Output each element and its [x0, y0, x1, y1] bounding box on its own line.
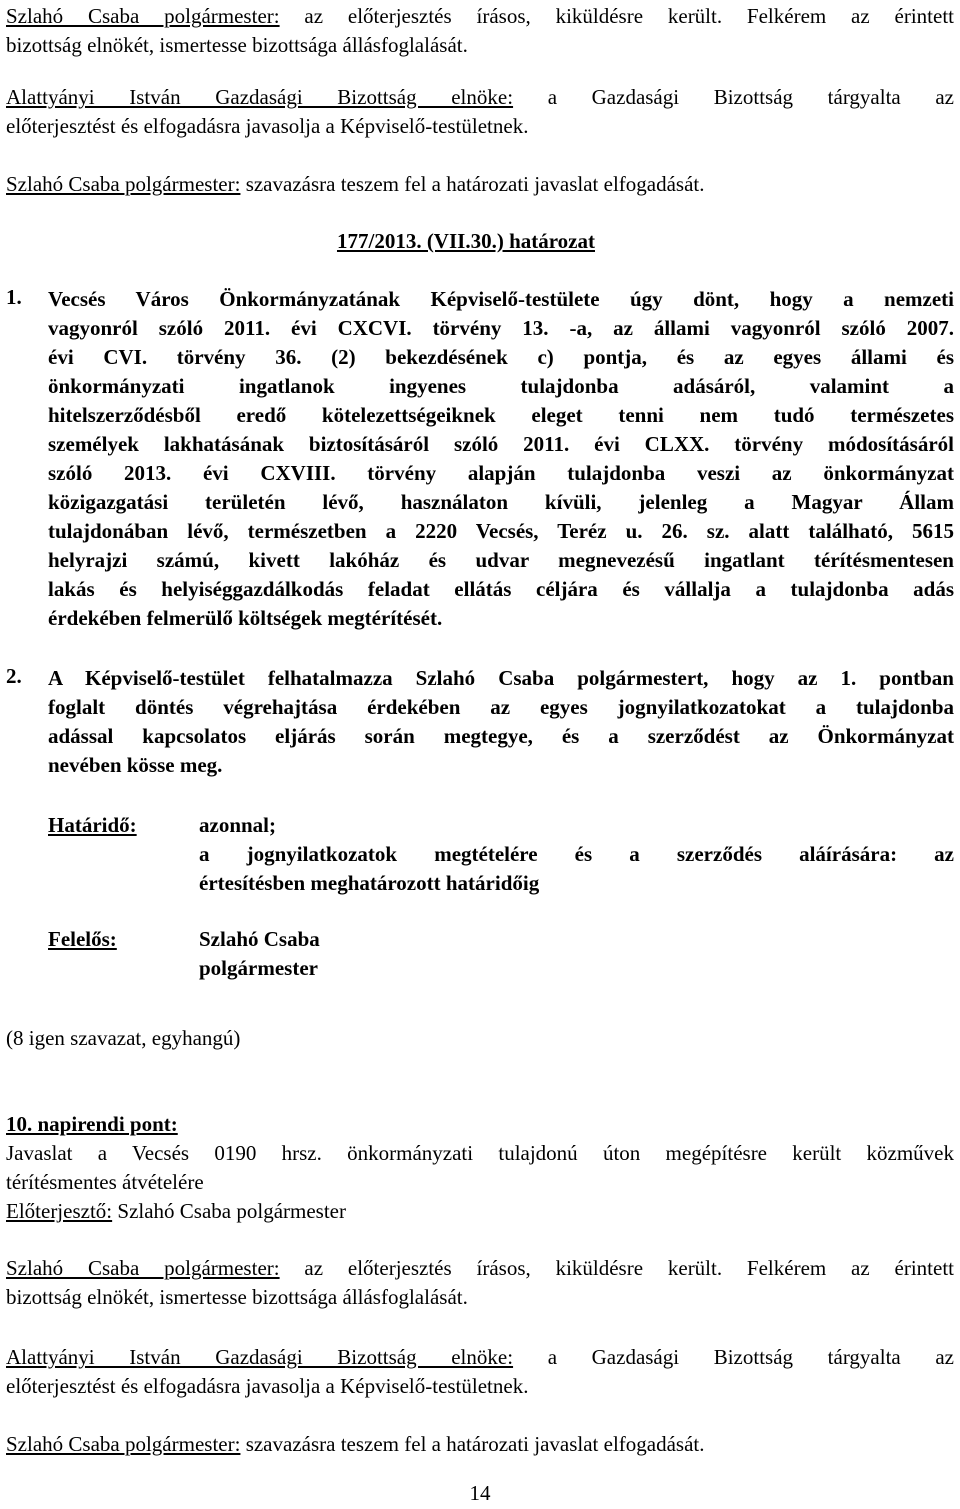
item-line: közigazgatási területén lévő, használaton kívüli, jelenleg a Magyar Állam	[48, 490, 954, 514]
statement-line	[6, 1343, 954, 1372]
speaker-name: Szlahó Csaba polgármester:	[6, 4, 280, 28]
item-line: önkormányzati ingatlanok ingyenes tulajdonba adásáról, valamint a	[48, 374, 954, 398]
speaker-name: Szlahó Csaba polgármester:	[6, 172, 241, 196]
vote-call-2	[6, 1430, 954, 1459]
item-line: helyrajzi számú, kivett lakóház és udvar megnevezésű ingatlant térítésmentesen	[48, 548, 954, 572]
resolution-item-1	[6, 285, 954, 633]
deadline-block	[6, 811, 954, 898]
item-line: érdekében felmerülő költségek megtérítését.	[48, 606, 443, 630]
deadline-label: Határidő:	[48, 813, 137, 837]
statement-text: a Gazdasági Bizottság tárgyalta az	[547, 85, 955, 109]
statement-line: bizottság elnökét, ismertesse bizottsága állásfoglalását.	[6, 33, 468, 57]
responsible-name: Szlahó Csaba	[199, 927, 320, 951]
statement-text: az előterjesztés írásos, kiküldésre került. Felkérem az érintett	[304, 4, 954, 28]
statement-text: szavazásra teszem fel a határozati javaslat elfogadását.	[245, 172, 705, 196]
agenda-title: térítésmentes átvételére	[6, 1170, 204, 1194]
committee-statement	[6, 83, 954, 141]
speaker-name: Szlahó Csaba polgármester:	[6, 1432, 241, 1456]
resolution-title	[6, 227, 954, 256]
statement-line	[6, 83, 954, 112]
deadline-value: azonnal;	[199, 813, 277, 837]
item-line: foglalt döntés végrehajtása érdekében az egyes jognyilatkozatokat a tulajdonba	[48, 695, 954, 719]
vote-result: (8 igen szavazat, egyhangú)	[6, 1026, 241, 1050]
statement-line	[6, 1254, 954, 1283]
resolution-number: 177/2013. (VII.30.) határozat	[336, 229, 595, 253]
item-number: 1.	[6, 285, 22, 309]
item-line: évi CVI. törvény 36. (2) bekezdésének c) pontja, és az egyes állami és	[48, 345, 954, 369]
page-number: 14	[469, 1481, 491, 1505]
presenter-label: Előterjesztő:	[6, 1199, 113, 1223]
item-line: lakás és helyiséggazdálkodás feladat ellátás céljára és vállalja a tulajdonba adás	[48, 577, 954, 601]
item-line: nevében kösse meg.	[48, 753, 223, 777]
statement-line	[6, 170, 954, 199]
responsible-block	[6, 925, 954, 983]
item-line: adással kapcsolatos eljárás során megtegye, és a szerződést az Önkormányzat	[48, 724, 954, 748]
item-line: hitelszerződésből eredő kötelezettségeiknek eleget tenni nem tudó természetes	[48, 403, 954, 427]
statement-line: bizottság elnökét, ismertesse bizottsága állásfoglalását.	[6, 1285, 468, 1309]
statement-text: az előterjesztés írásos, kiküldésre került. Felkérem az érintett	[304, 1256, 954, 1280]
speaker-name: Alattyányi István Gazdasági Bizottság elnöke:	[6, 1345, 514, 1369]
speaker-name: Szlahó Csaba polgármester:	[6, 1256, 280, 1280]
presenter-name: Szlahó Csaba polgármester	[117, 1199, 346, 1223]
deadline-value: a jognyilatkozatok megtételére és a szerződés aláírására: az	[199, 842, 954, 866]
item-line: tulajdonában lévő, természetben a 2220 Vecsés, Teréz u. 26. sz. alatt található, 5615	[48, 519, 954, 543]
deadline-value: értesítésben meghatározott határidőig	[199, 871, 540, 895]
speaker-name: Alattyányi István Gazdasági Bizottság elnöke:	[6, 85, 514, 109]
statement-line	[6, 2, 954, 31]
resolution-item-2	[6, 664, 954, 780]
mayor-statement	[6, 2, 954, 60]
vote-call	[6, 170, 954, 199]
statement-line: előterjesztést és elfogadásra javasolja a Képviselő-testületnek.	[6, 114, 529, 138]
statement-text: szavazásra teszem fel a határozati javaslat elfogadását.	[245, 1432, 705, 1456]
agenda-item	[6, 1110, 954, 1226]
item-line: Vecsés Város Önkormányzatának Képviselő-testülete úgy dönt, hogy a nemzeti	[48, 287, 954, 311]
item-line: A Képviselő-testület felhatalmazza Szlahó Csaba polgármestert, hogy az 1. pontban	[48, 666, 954, 690]
item-number: 2.	[6, 664, 22, 688]
agenda-heading: 10. napirendi pont:	[6, 1112, 178, 1136]
mayor-statement-2	[6, 1254, 954, 1312]
responsible-label: Felelős:	[48, 927, 117, 951]
agenda-title: Javaslat a Vecsés 0190 hrsz. önkormányzati tulajdonú úton megépítésre került közművek	[6, 1141, 954, 1165]
responsible-title: polgármester	[199, 956, 318, 980]
statement-text: a Gazdasági Bizottság tárgyalta az	[547, 1345, 955, 1369]
item-line: szóló 2013. évi CXVIII. törvény alapján tulajdonba veszi az önkormányzat	[48, 461, 954, 485]
item-line: vagyonról szóló 2011. évi CXCVI. törvény 13. -a, az állami vagyonról szóló 2007.	[48, 316, 954, 340]
item-line: személyek lakhatásának biztosításáról szóló 2011. évi CLXX. törvény módosításáról	[48, 432, 954, 456]
agenda-presenter	[6, 1197, 954, 1226]
committee-statement-2	[6, 1343, 954, 1401]
statement-line	[6, 1430, 954, 1459]
statement-line: előterjesztést és elfogadásra javasolja a Képviselő-testületnek.	[6, 1374, 529, 1398]
